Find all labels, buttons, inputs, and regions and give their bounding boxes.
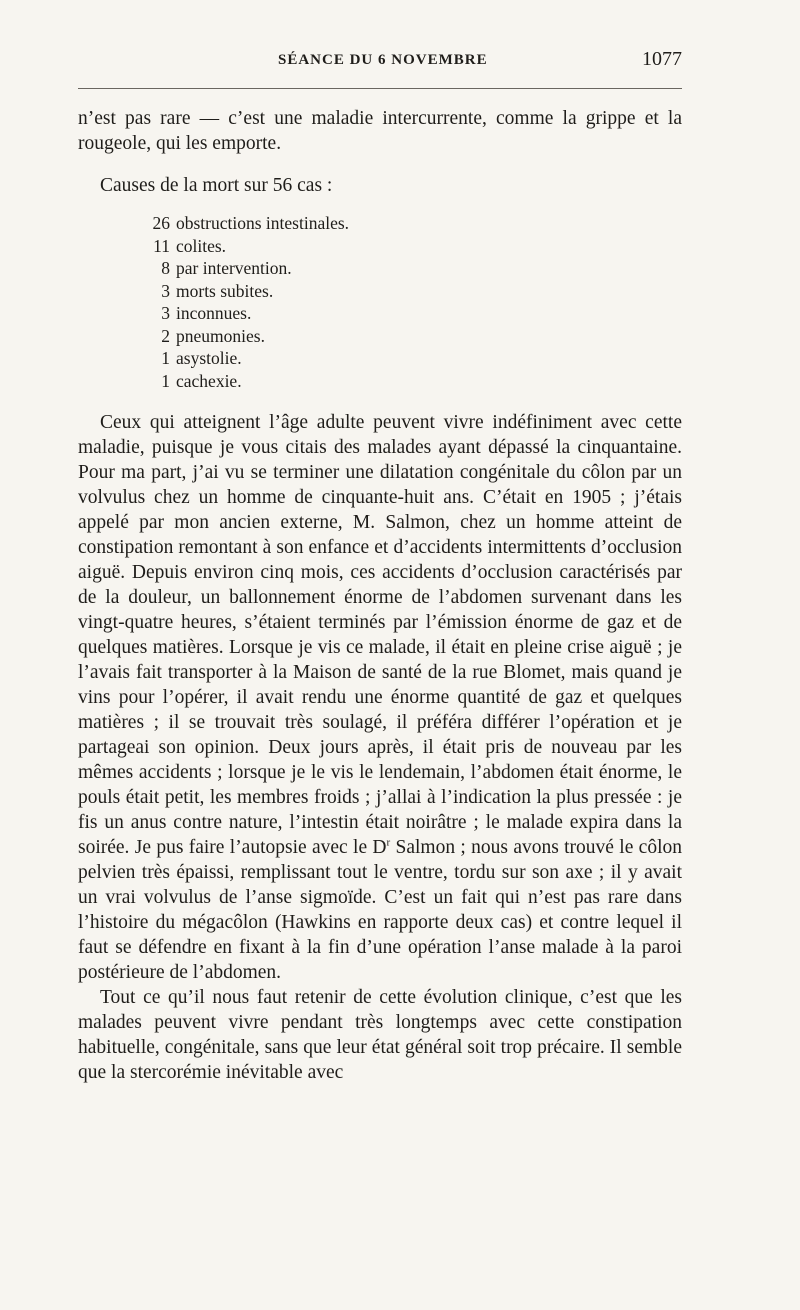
- cause-label: inconnues.: [176, 303, 252, 323]
- paragraph-text: Ceux qui atteignent l’âge adulte peuvent vivre indéfiniment avec cette maladie, puisque je vous citais des malades ayant dépassé la cinquantaine. Pour ma part, j’ai vu se terminer une dilatation congénitale du côlon par un volvulus chez un homme de cinquante-huit ans. C’était en 1905 ; j’étais appelé par mon ancien externe, M. Salmon, chez un homme atteint de constipation remontant à son enfance et d’accidents intermittents d’occlusion aiguë. Depuis environ cinq mois, ces accidents d’occlusion caractérisés par de la douleur, un ballonnement énorme de l’abdomen survenant dans les vingt-quatre heures, s’étaient terminés par l’émission énorme de gaz et de quelques matières. Lorsque je vis ce malade, il était en pleine crise aiguë ; je l’avais fait transporter à la Maison de santé de la rue Blomet, mais quand je vins pour l’opérer, il avait rendu une énorme quantité de gaz et quelques matières ; il se trouvait très soulagé, il préféra différer l’opération et je partageai son opinion. Deux jours après, il était pris de nouveau par les mêmes accidents ; lorsque je le vis le lendemain, l’abdomen était énorme, le pouls était petit, les membres froids ; j’allai à l’indication la plus pressée : je fis un anus contre nature, l’intestin était noirâtre ; le malade expira dans la soirée. Je pus faire l’autopsie avec le D: [78, 412, 682, 858]
- running-header: [78, 48, 682, 76]
- cause-label: morts subites.: [176, 280, 274, 301]
- paragraph-conclusion: Tout ce qu’il nous faut retenir de cette évolution clinique, c’est que les malades peuvent vivre pendant très longtemps avec cette constipation habituelle, congénitale, sans que leur état général soit trop précaire. Il semble que la stercorémie inévitable avec: [78, 987, 682, 1083]
- cause-label: par intervention.: [176, 258, 292, 278]
- list-item: [78, 212, 682, 235]
- page-body: [78, 106, 682, 1085]
- list-item: [78, 257, 682, 280]
- page-number: 1077: [642, 48, 682, 70]
- header-rule: [78, 88, 682, 89]
- cause-label: asystolie.: [176, 348, 242, 368]
- cause-count: 8: [161, 258, 170, 278]
- cause-count: 11: [153, 235, 170, 256]
- cause-count: 1: [161, 370, 170, 391]
- cause-count: 26: [152, 213, 170, 233]
- list-item: [78, 280, 682, 303]
- list-item: [78, 302, 682, 325]
- list-item: [78, 235, 682, 258]
- cause-label: pneumonies.: [176, 325, 265, 346]
- causes-list: [78, 212, 682, 392]
- cause-label: colites.: [176, 235, 227, 256]
- cause-count: 3: [161, 280, 170, 301]
- cause-count: 2: [161, 325, 170, 346]
- paragraph-case-report: [78, 410, 682, 985]
- list-item: [78, 347, 682, 370]
- cause-count: 3: [161, 303, 170, 323]
- header-title: SÉANCE DU 6 NOVEMBRE: [278, 52, 488, 68]
- causes-heading: Causes de la mort sur 56 cas :: [100, 175, 333, 196]
- superscript: r: [386, 836, 391, 849]
- cause-count: 1: [161, 348, 170, 368]
- list-item: [78, 325, 682, 348]
- lead-text: n’est pas rare — c’est une maladie intercurrente, comme la grippe et la rougeole, qui les emporte.: [78, 108, 682, 154]
- list-item: [78, 370, 682, 393]
- paragraph-text: Salmon ; nous avons trouvé le côlon pelvien très épaissi, remplissant tout le ventre, tordu sur son axe ; il y avait un vrai volvulus de l’anse sigmoïde. C’est un fait qui n’est pas rare dans l’histoire du mégacôlon (Hawkins en rapporte deux cas) et contre lequel il faut se défendre en fixant à la fin d’une opération l’anse malade à la paroi postérieure de l’abdomen.: [78, 837, 682, 983]
- cause-label: cachexie.: [176, 370, 242, 391]
- cause-label: obstructions intestinales.: [176, 213, 350, 233]
